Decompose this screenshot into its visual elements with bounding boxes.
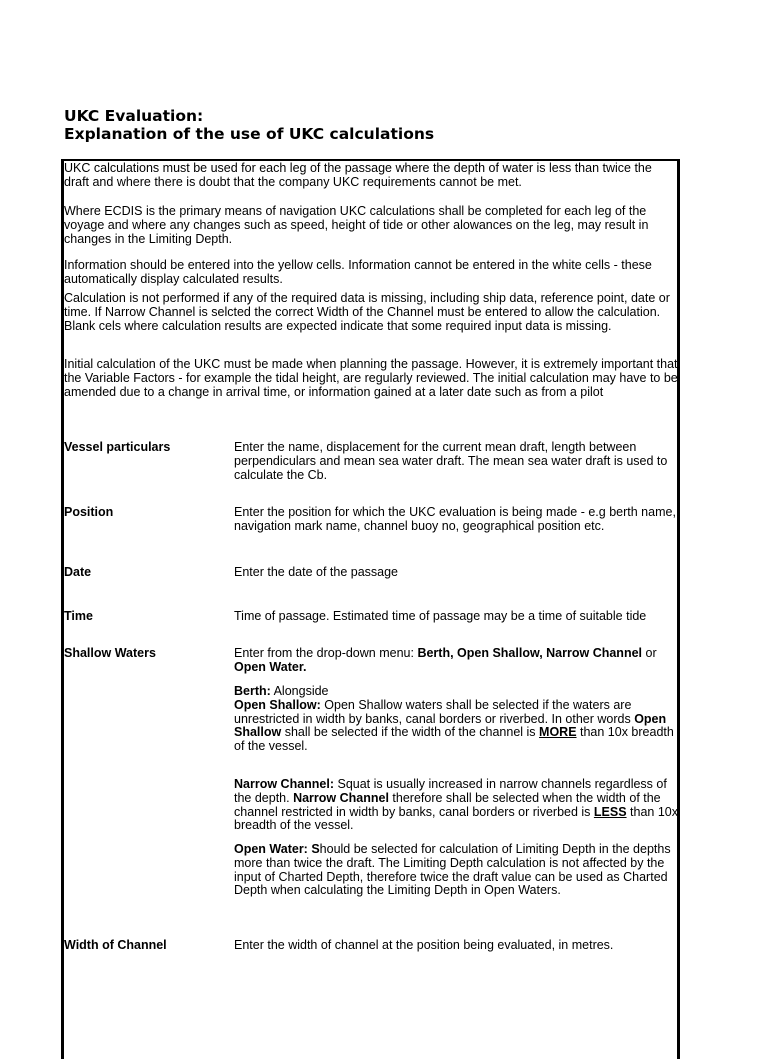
label-width-of-channel: Width of Channel [64, 938, 167, 952]
intro-paragraph-4: Calculation is not performed if any of the required data is missing, including ship data, reference point, date or time. If Narrow Channel is selcted the correct Width of the Channel must be entered to allow the calculation. Blank cels where calculation results are expected indicate that some required input data is missing. [64, 291, 670, 333]
desc-position: Enter the position for which the UKC evaluation is being made - e.g berth name, navigation mark name, channel buoy no, geographical position etc. [234, 505, 676, 533]
desc-narrow-channel: Narrow Channel: Squat is usually increased in narrow channels regardless of the depth. Narrow Channel therefore shall be selected when the width of the channel restricted in width by banks, canal borders or riverbed is LESS than 10x breadth of the vessel. [234, 777, 678, 833]
desc-open-water: Open Water: Should be selected for calculation of Limiting Depth in the depths more than twice the draft. The Limiting Depth calculation is not affected by the input of Charted Depth, therefore twice the draft value can be used as Charted Depth when calculating the Limiting Depth in Open Waters. [234, 842, 671, 898]
desc-shallow-waters-dropdown: Enter from the drop-down menu: Berth, Open Shallow, Narrow Channel or Open Water. [234, 646, 657, 674]
desc-berth-open-shallow: Berth: Alongside Open Shallow: Open Shallow waters shall be selected if the waters are unrestricted in width by banks, canal borders or riverbed. In other words Open Shallow shall be selected if the width of the channel is MORE than 10x breadth of the vessel. [234, 684, 674, 754]
intro-paragraph-3: Information should be entered into the yellow cells. Information cannot be entered in the white cells - these automatically display calculated results. [64, 258, 652, 286]
desc-date: Enter the date of the passage [234, 565, 399, 579]
desc-width-of-channel: Enter the width of channel at the position being evaluated, in metres. [234, 938, 614, 952]
desc-time: Time of passage. Estimated time of passage may be a time of suitable tide [234, 609, 647, 623]
page-subtitle: Explanation of the use of UKC calculations [64, 125, 435, 143]
desc-vessel-particulars: Enter the name, displacement for the current mean draft, length between perpendiculars and mean sea water draft. The mean sea water draft is used to calculate the Cb. [234, 440, 668, 482]
intro-paragraph-2: Where ECDIS is the primary means of navigation UKC calculations shall be completed for each leg of the voyage and where any changes such as speed, height of tide or other alowances on the leg, may result in changes in the Limiting Depth. [64, 204, 649, 246]
label-position: Position [64, 505, 114, 519]
intro-paragraph-1: UKC calculations must be used for each leg of the passage where the depth of water is less than twice the draft and where there is doubt that the company UKC requirements cannot be met. [64, 161, 652, 189]
label-shallow-waters: Shallow Waters [64, 646, 156, 660]
intro-paragraph-5: Initial calculation of the UKC must be made when planning the passage. However, it is extremely important that the Variable Factors - for example the tidal height, are regularly reviewed. The initial calculation may have to be amended due to a change in arrival time, or information gained at a later date such as from a pilot [64, 357, 678, 399]
label-vessel-particulars: Vessel particulars [64, 440, 171, 454]
document-header [64, 107, 434, 143]
page-title: UKC Evaluation: [64, 107, 204, 125]
label-date: Date [64, 565, 92, 579]
label-time: Time [64, 609, 93, 623]
